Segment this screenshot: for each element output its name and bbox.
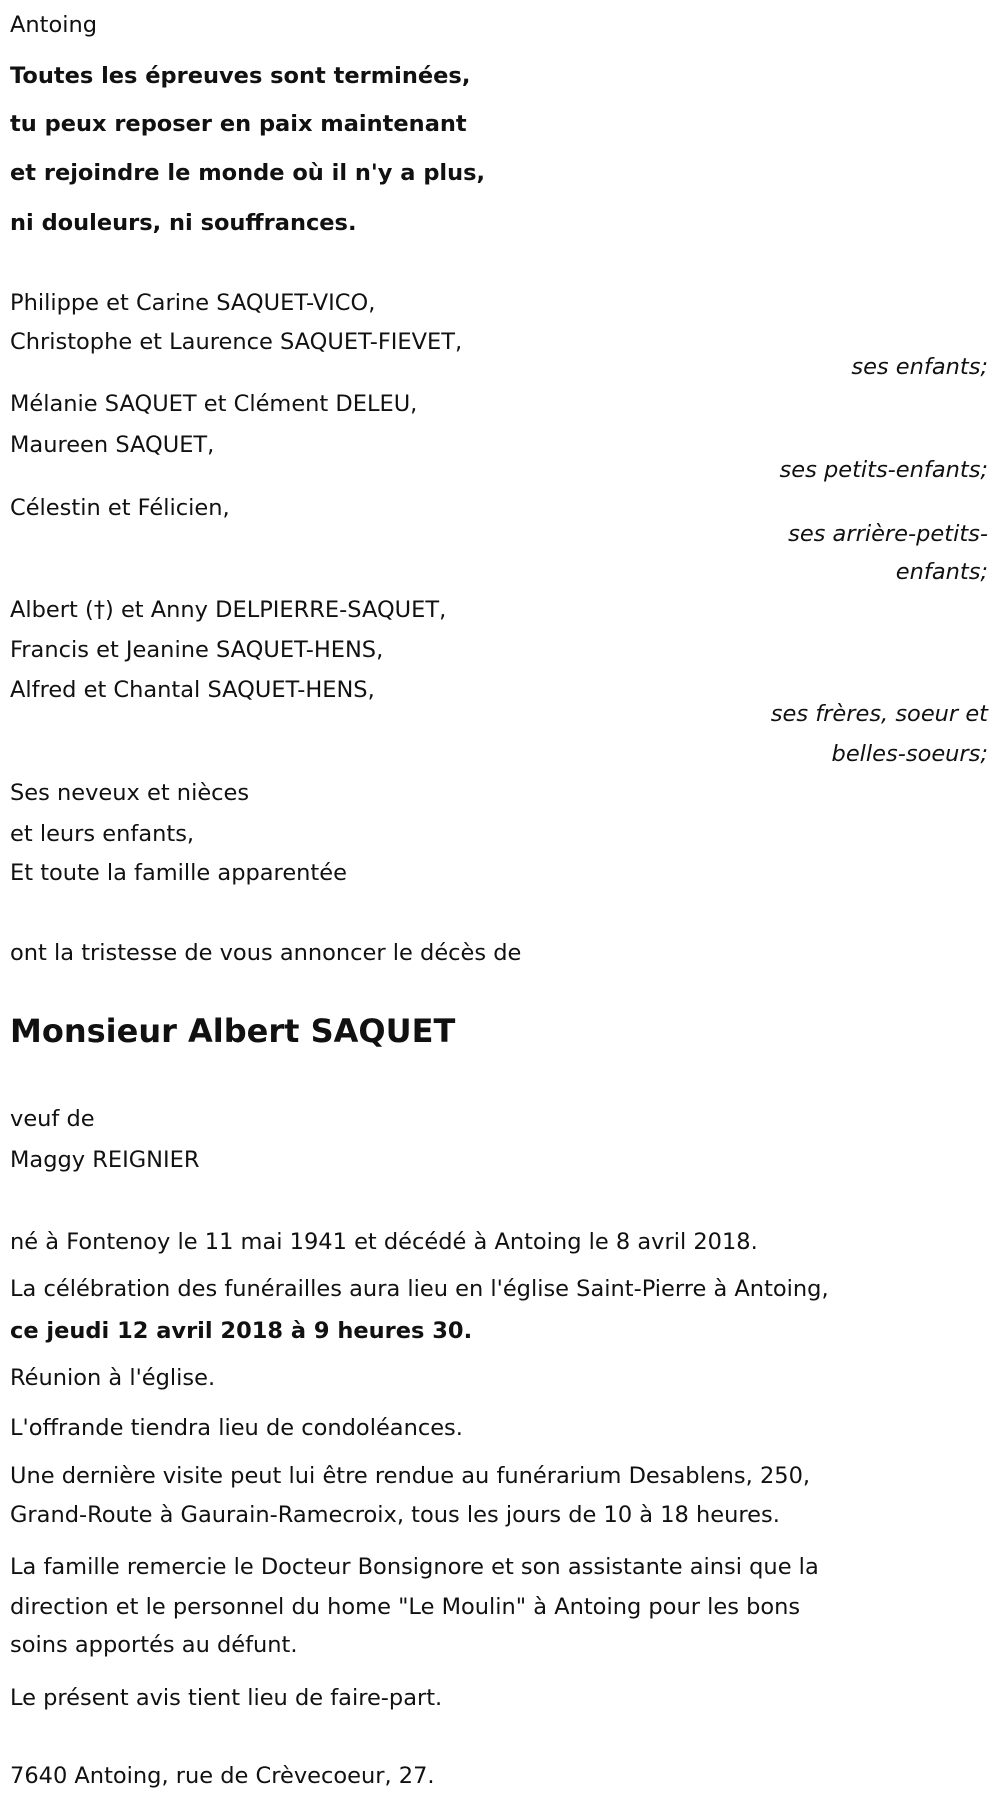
great-grandchildren-label: enfants; [895, 559, 988, 585]
widower-label: veuf de [10, 1106, 95, 1132]
birth-death: né à Fontenoy le 11 mai 1941 et décédé à Antoing le 8 avril 2018. [10, 1229, 758, 1255]
poem-line: Toutes les épreuves sont terminées, [10, 63, 471, 89]
poem-line: ni douleurs, ni souffrances. [10, 210, 357, 236]
family-siblings: Francis et Jeanine SAQUET-HENS, [10, 637, 384, 663]
place: Antoing [10, 12, 98, 38]
visit-info: Grand-Route à Gaurain-Ramecroix, tous les jours de 10 à 18 heures. [10, 1502, 780, 1528]
great-grandchildren-label: ses arrière-petits- [788, 521, 988, 547]
grandchildren-label: ses petits-enfants; [779, 457, 988, 483]
spouse-name: Maggy REIGNIER [10, 1147, 200, 1173]
poem-line: tu peux reposer en paix maintenant [10, 111, 467, 137]
siblings-label: ses frères, soeur et [770, 701, 988, 727]
family-others: et leurs enfants, [10, 821, 195, 847]
family-grandchildren: Mélanie SAQUET et Clément DELEU, [10, 391, 418, 417]
offering: L'offrande tiendra lieu de condoléances. [10, 1415, 463, 1441]
siblings-label: belles-soeurs; [831, 741, 988, 767]
notice: Le présent avis tient lieu de faire-part. [10, 1685, 443, 1711]
family-children: Philippe et Carine SAQUET-VICO, [10, 290, 376, 316]
meeting: Réunion à l'église. [10, 1365, 216, 1391]
thanks: direction et le personnel du home "Le Moulin" à Antoing pour les bons [10, 1594, 801, 1620]
visit-info: Une dernière visite peut lui être rendue au funérarium Desablens, 250, [10, 1463, 811, 1489]
family-others: Ses neveux et nièces [10, 780, 250, 806]
funeral-info: La célébration des funérailles aura lieu en l'église Saint-Pierre à Antoing, [10, 1276, 829, 1302]
poem-line: et rejoindre le monde où il n'y a plus, [10, 160, 486, 186]
family-grandchildren: Maureen SAQUET, [10, 432, 215, 458]
family-others: Et toute la famille apparentée [10, 860, 347, 886]
thanks: La famille remercie le Docteur Bonsignore et son assistante ainsi que la [10, 1554, 819, 1580]
family-great-grandchildren: Célestin et Félicien, [10, 495, 230, 521]
address: 7640 Antoing, rue de Crèvecoeur, 27. [10, 1763, 435, 1789]
family-children: Christophe et Laurence SAQUET-FIEVET, [10, 329, 463, 355]
announcement: ont la tristesse de vous annoncer le décès de [10, 940, 522, 966]
funeral-date: ce jeudi 12 avril 2018 à 9 heures 30. [10, 1318, 473, 1344]
thanks: soins apportés au défunt. [10, 1632, 298, 1658]
deceased-name: Monsieur Albert SAQUET [10, 1012, 456, 1050]
children-label: ses enfants; [851, 354, 988, 380]
family-siblings: Albert (†) et Anny DELPIERRE-SAQUET, [10, 597, 447, 623]
family-siblings: Alfred et Chantal SAQUET-HENS, [10, 677, 375, 703]
